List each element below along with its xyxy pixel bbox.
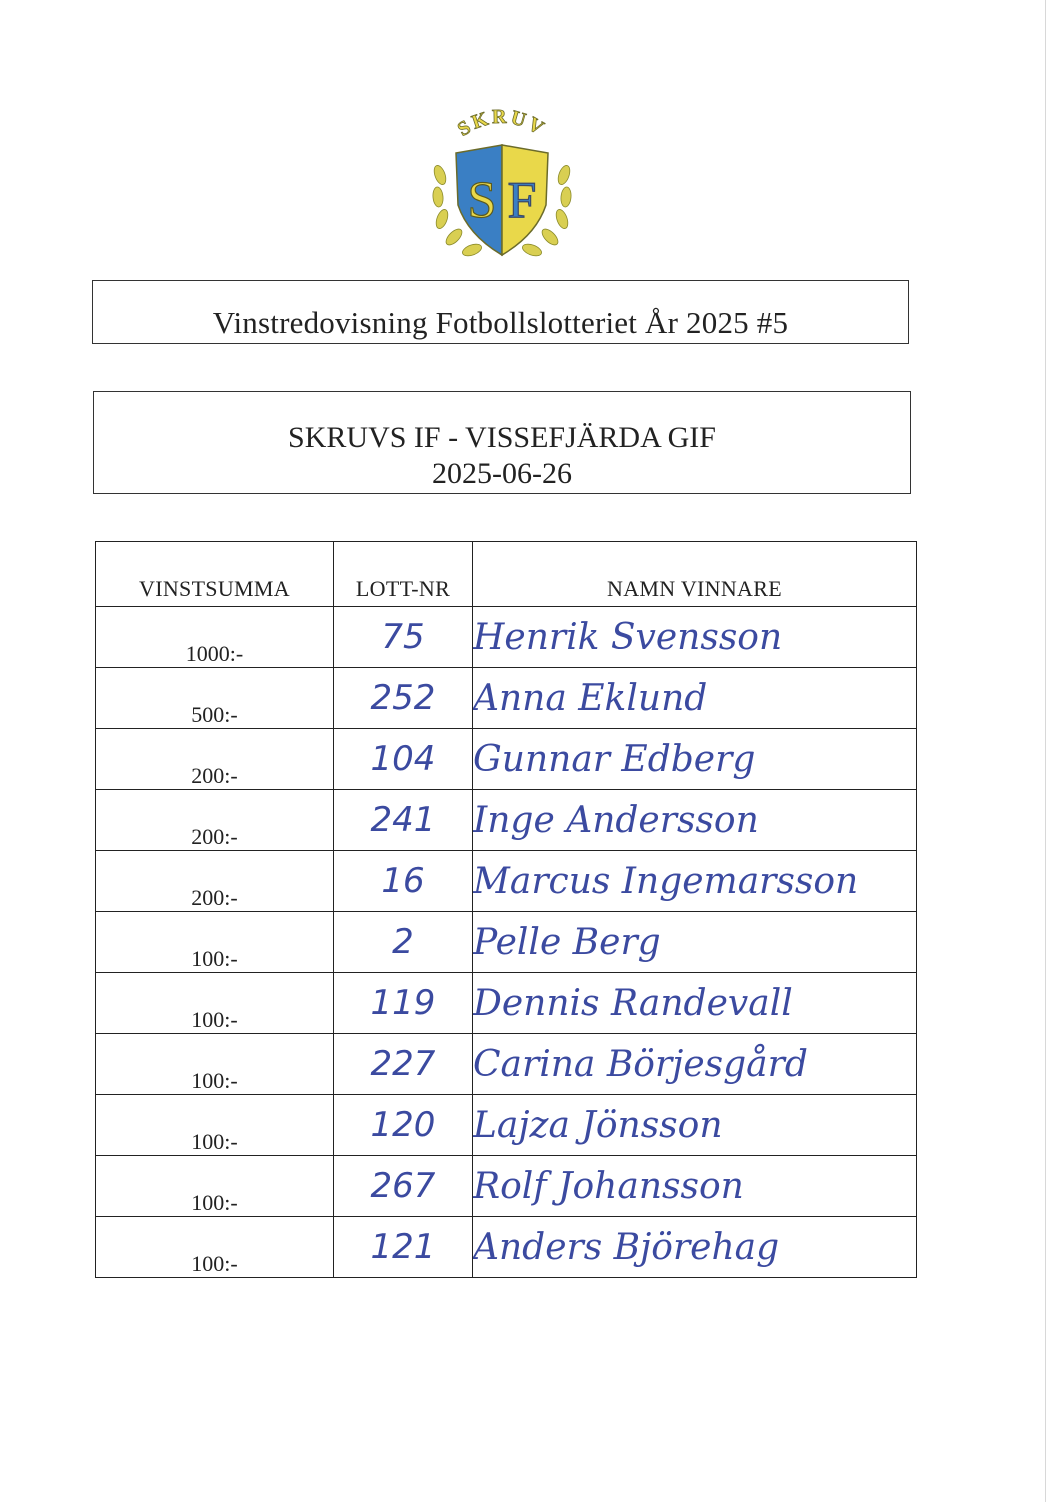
- prize-amount: 100:-: [96, 1034, 334, 1095]
- winner-name: Rolf Johansson: [473, 1156, 917, 1217]
- prize-amount: 100:-: [96, 1217, 334, 1278]
- ticket-number: 252: [334, 668, 473, 729]
- winners-table: [95, 541, 917, 1278]
- winner-name: Lajza Jönsson: [473, 1095, 917, 1156]
- svg-text:SKRUV: SKRUV: [453, 105, 551, 141]
- ticket-number: 241: [334, 790, 473, 851]
- table-row: [96, 729, 917, 790]
- match-teams: SKRUVS IF - VISSEFJÄRDA GIF: [288, 421, 716, 454]
- page-title: Vinstredovisning Fotbollslotteriet År 2025 #5: [212, 305, 789, 340]
- prize-amount: 100:-: [96, 1095, 334, 1156]
- table-row: [96, 668, 917, 729]
- header-name: NAMN VINNARE: [473, 542, 917, 607]
- winner-name: Carina Börjesgård: [473, 1034, 917, 1095]
- prize-amount: 200:-: [96, 729, 334, 790]
- winner-name: Gunnar Edberg: [473, 729, 917, 790]
- title-box: [92, 280, 909, 344]
- page-edge-line: [1045, 0, 1046, 1502]
- ticket-number: 2: [334, 912, 473, 973]
- header-amount: VINSTSUMMA: [96, 542, 334, 607]
- prize-amount: 1000:-: [96, 607, 334, 668]
- table-row: [96, 973, 917, 1034]
- prize-amount: 100:-: [96, 973, 334, 1034]
- prize-amount: 100:-: [96, 912, 334, 973]
- match-date: 2025-06-26: [432, 457, 572, 490]
- winner-name: Anna Eklund: [473, 668, 917, 729]
- match-box: [93, 391, 911, 494]
- ticket-number: 121: [334, 1217, 473, 1278]
- table-row: [96, 1034, 917, 1095]
- prize-amount: 200:-: [96, 790, 334, 851]
- ticket-number: 119: [334, 973, 473, 1034]
- club-logo: [428, 105, 576, 265]
- winner-name: Anders Björehag: [473, 1217, 917, 1278]
- ticket-number: 104: [334, 729, 473, 790]
- table-row: [96, 1095, 917, 1156]
- table-row: [96, 607, 917, 668]
- table-row: [96, 1217, 917, 1278]
- table-header-row: [96, 542, 917, 607]
- ticket-number: 267: [334, 1156, 473, 1217]
- svg-text:S: S: [467, 172, 497, 229]
- ticket-number: 16: [334, 851, 473, 912]
- ticket-number: 120: [334, 1095, 473, 1156]
- prize-amount: 500:-: [96, 668, 334, 729]
- winner-name: Marcus Ingemarsson: [473, 851, 917, 912]
- winner-name: Henrik Svensson: [473, 607, 917, 668]
- ticket-number: 75: [334, 607, 473, 668]
- winner-name: Pelle Berg: [473, 912, 917, 973]
- header-ticket: LOTT-NR: [334, 542, 473, 607]
- table-row: [96, 912, 917, 973]
- table-row: [96, 1156, 917, 1217]
- winner-name: Inge Andersson: [473, 790, 917, 851]
- prize-amount: 100:-: [96, 1156, 334, 1217]
- ticket-number: 227: [334, 1034, 473, 1095]
- winner-name: Dennis Randevall: [473, 973, 917, 1034]
- svg-text:F: F: [507, 172, 537, 229]
- table-row: [96, 851, 917, 912]
- prize-amount: 200:-: [96, 851, 334, 912]
- table-row: [96, 790, 917, 851]
